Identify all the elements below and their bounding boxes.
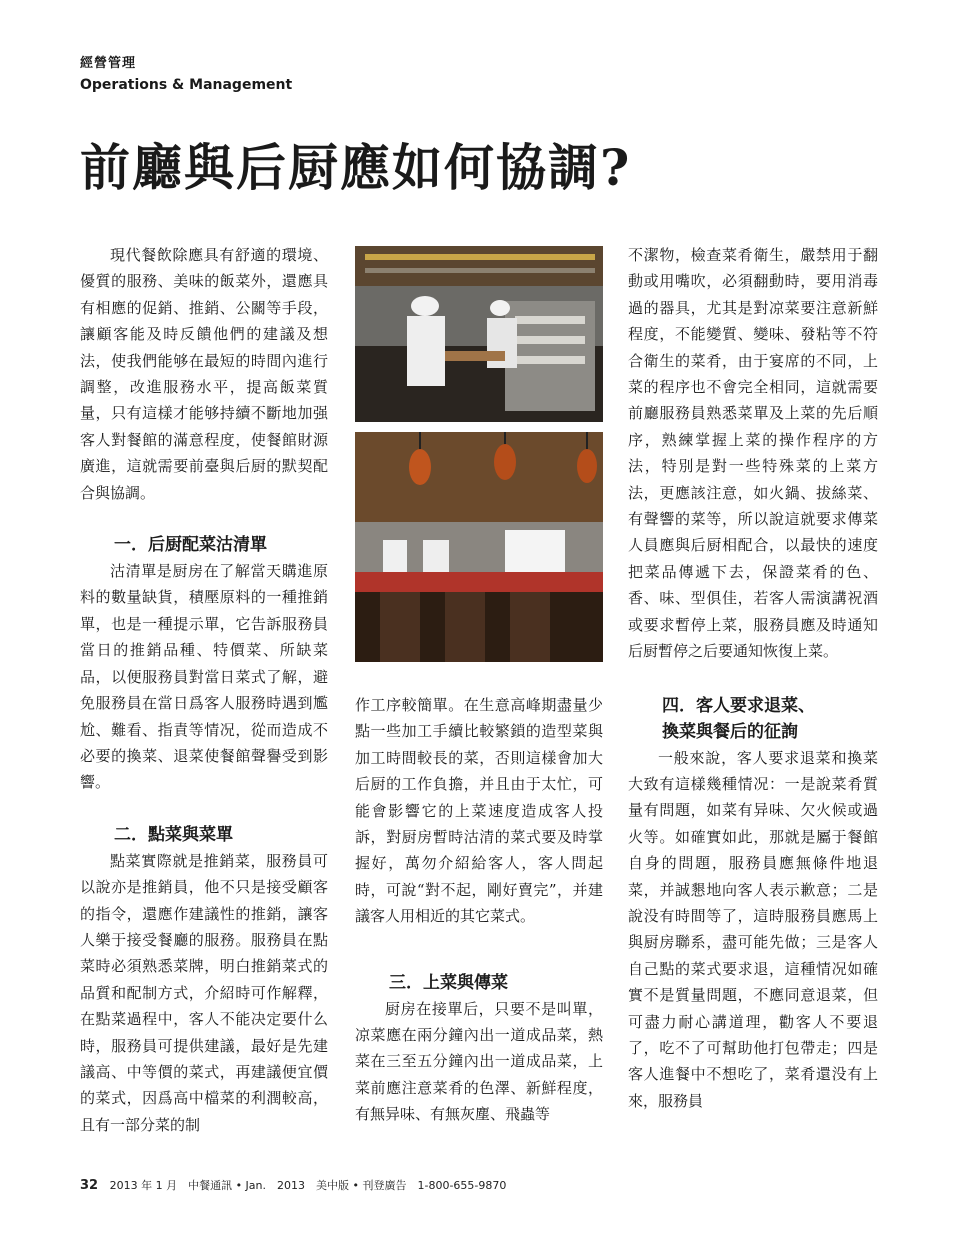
section-4-heading-line2: 換菜與餐后的征詢 <box>662 721 798 742</box>
section-3-continued: 不潔物，檢查菜肴衛生，嚴禁用于翻動或用嘴吹，必須翻動時，要用消毒過的器具，尤其是對凉菜要注意新鮮程度，不能變質、變味、發粘等不符合衛生的菜肴，由于宴席的不同，上菜的程序也不會完全相同，這就需要前廳服務員熟悉菜單及上菜的先后順序，熟練掌握上菜的操作程序的方法，特別是對一些特殊菜的上菜方法，更應該注意，如火鍋、拔絲菜、有聲響的菜等，所以說這就要求傳菜人員應與后厨相配合，以最快的速度把菜品傳遞下去，保證菜肴的色、香、味、型俱佳，若客人需演講祝酒或要求暫停上菜，服務員應及時通知后厨暫停之后要通知恢復上菜。 <box>628 246 878 661</box>
section-header <box>80 52 292 93</box>
column-1 <box>80 242 328 1138</box>
kitchen-photo-top <box>355 246 603 422</box>
section-2-body: 點菜實際就是推銷菜，服務員可以說亦是推銷員，他不只是接受顧客的指令，還應作建議性的推銷，讓客人樂于接受餐廳的服務。服務員在點菜時必須熟悉菜牌，明白推銷菜式的品質和配制方式，介紹時可作解釋，在點菜過程中，客人不能决定要什么時，服務員可提供建議，最好是先建議高、中等價的菜式，再建議便宜價的菜式，因爲高中檔菜的利潤較高，且有一部分菜的制 <box>80 851 328 1134</box>
footer-info: 2013 年 1 月 中餐通訊 • Jan. 2013 美中版 • 刊登廣告 1-800-655-9870 <box>109 1179 507 1192</box>
section-3-body: 厨房在接單后，只要不是叫單，凉菜應在兩分鐘內出一道成品菜，熱菜在三至五分鐘內出一道成品菜，上菜前應注意菜肴的色澤、新鮮程度，有無异味、有無灰塵、飛蟲等 <box>355 999 603 1124</box>
section-label-en: Operations & Management <box>80 77 293 93</box>
page-number: 32 <box>80 1178 99 1193</box>
section-4-body: 一般來說，客人要求退菜和換菜大致有這樣幾種情况：一是說菜肴質量有問題，如菜有异味、欠火候或過火等。如確實如此，那就是屬于餐館自身的問題，服務員應無條件地退菜，并誠懇地向客人表示歉意；二是說没有時間等了，這時服務員應馬上與厨房聯系，盡可能先做；三是客人自己點的菜式要求退，這種情况如確實不是質量問題，不應同意退菜，但可盡力耐心講道理，勸客人不要退了，吃不了可幫助他打包帶走；四是客人進餐中不想吃了，菜肴還没有上來，服務員 <box>628 748 878 1110</box>
section-2-continued: 作工序較簡單。在生意高峰期盡量少點一些加工手續比較繁鎖的造型菜與加工時間較長的菜，否則這樣會加大后厨的工作負擔，并且由于太忙，可能會影響它的上菜速度造成客人投訴，對厨房暫時沽清的菜式要及時掌握好，萬勿介紹給客人，客人問起時，可說“對不起，剛好賣完”，并建議客人用相近的其它菜式。 <box>355 696 603 926</box>
section-1-body: 沽清單是厨房在了解當天購進原料的數量缺貨，積壓原料的一種推銷單，也是一種提示單，它告訴服務員當日的推銷品種、特價菜、所缺菜品，以便服務員對當日菜式了解，避免服務員在當日爲客人服務時遇到尷尬、難看、指責等情况，從而造成不必要的換菜、退菜使餐館聲譽受到影響。 <box>80 562 328 792</box>
section-1-heading: 一．后厨配菜沽清單 <box>114 535 267 556</box>
kitchen-photo-bottom <box>355 432 603 662</box>
section-4-heading-line1: 四．客人要求退菜、 <box>662 695 815 716</box>
section-label-zh: 經營管理 <box>80 56 137 71</box>
page-footer <box>80 1177 506 1193</box>
intro-paragraph: 現代餐飲除應具有舒適的環境、優質的服務、美味的飯菜外，還應具有相應的促銷、推銷、公關等手段，讓顧客能及時反饋他們的建議及想法，使我們能够在最短的時間內進行調整，改進服務水平，提高飯菜質量，只有這樣才能够持續不斷地加强客人對餐館的滿意程度，使餐館財源廣進，這就需要前臺與后厨的默契配合與協調。 <box>80 246 328 502</box>
column-2 <box>355 692 603 1128</box>
article-title: 前廳與后厨應如何協調? <box>80 138 632 197</box>
section-3-heading: 三．上菜與傳菜 <box>389 972 508 993</box>
section-2-heading: 二．點菜與菜單 <box>114 824 233 845</box>
column-3 <box>628 242 878 1114</box>
